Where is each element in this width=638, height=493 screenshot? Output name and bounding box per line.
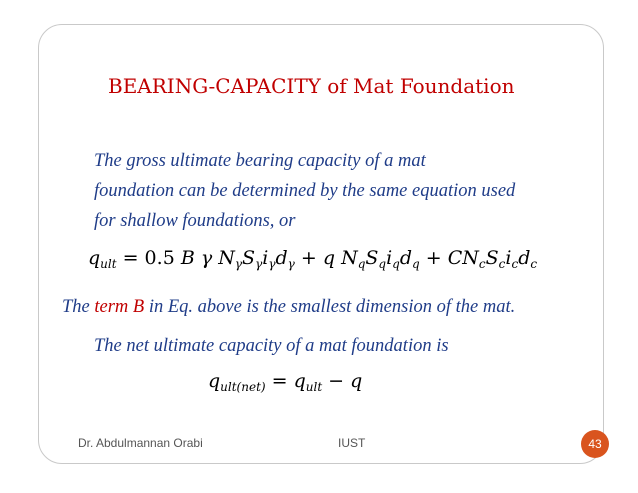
net-capacity-equation: $q_{ult(net)} = q_{ult} - q$ — [208, 370, 363, 394]
paragraph-line: foundation can be determined by the same equation used — [94, 181, 516, 201]
eq-lhs-symbol: q — [88, 247, 101, 269]
slide-title: BEARING-CAPACITY of Mat Foundation — [108, 74, 515, 98]
intro-paragraph — [94, 146, 594, 236]
eq2-lhs-subscript: ult(net) — [220, 380, 266, 394]
footer-author: Dr. Abdulmannan Orabi — [78, 436, 203, 450]
note-prefix: The — [62, 297, 95, 317]
eq-lhs-subscript: ult — [100, 257, 117, 271]
bearing-capacity-equation: $q_{ult} = 0.5$ B γ $N_\gamma S_\gamma i_\gamma d_\gamma + q$ $N_qS_qi_qd_q + CN_cS_ci_cd_c$ — [88, 247, 538, 271]
page-number-badge: 43 — [581, 430, 609, 458]
paragraph-line: for shallow foundations, or — [94, 211, 296, 231]
eq2-rhs-subscript: ult — [305, 380, 323, 394]
net-capacity-text: The net ultimate capacity of a mat foundation is — [94, 336, 449, 356]
note-accent: term B — [94, 297, 145, 317]
paragraph-line: The gross ultimate bearing capacity of a mat — [94, 151, 426, 171]
term-b-note — [62, 297, 515, 318]
footer-org: IUST — [338, 436, 366, 450]
note-suffix: in Eq. above is the smallest dimension of the mat. — [144, 297, 516, 317]
